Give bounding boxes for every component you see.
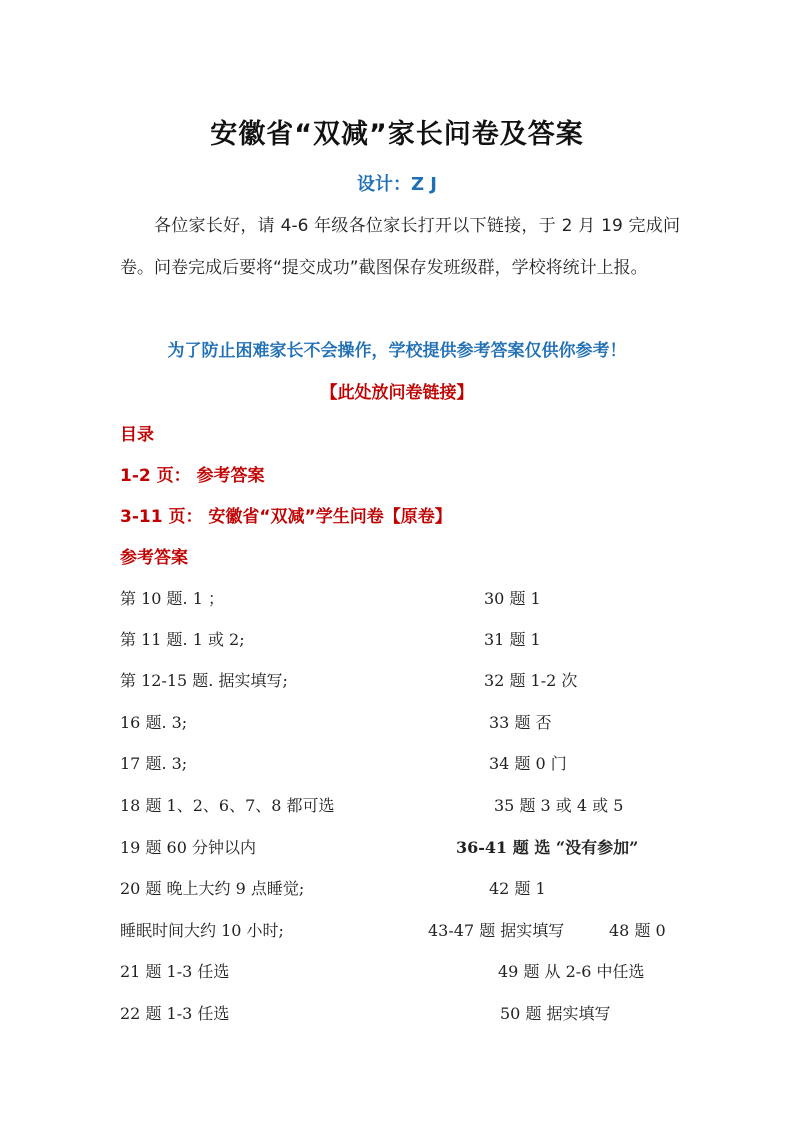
answer-left-9: 睡眠时间大约 10 小时; [120, 921, 284, 940]
toc-item-original: 3-11 页： 安徽省“双减”学生问卷【原卷】 [120, 507, 452, 527]
answer-left-1: 第 10 题. 1 ； [120, 589, 224, 608]
answer-right-7: 36-41 题 选 “没有参加” [456, 838, 639, 857]
answer-left-4: 16 题. 3; [120, 713, 188, 732]
designer-credit: 设计：Z J [356, 174, 437, 195]
answer-left-5: 17 题. 3; [120, 754, 188, 773]
answer-left-7: 19 题 60 分钟以内 [120, 838, 256, 857]
answer-right-11: 50 题 据实填写 [500, 1004, 611, 1023]
toc-heading: 目录 [120, 425, 154, 445]
answer-right-3: 32 题 1-2 次 [484, 671, 578, 690]
toc-item-answers: 1-2 页： 参考答案 [120, 466, 265, 486]
answer-right-1: 30 题 1 [484, 589, 541, 608]
answer-right-10: 49 题 从 2-6 中任选 [498, 962, 645, 981]
notice-line: 为了防止困难家长不会操作，学校提供参考答案仅供你参考！ [167, 341, 627, 361]
document-title: 安徽省“双减”家长问卷及答案 [210, 119, 584, 150]
survey-link-placeholder[interactable]: 【此处放问卷链接】 [320, 383, 474, 403]
answer-right-6: 35 题 3 或 4 或 5 [494, 796, 624, 815]
answer-left-8: 20 题 晚上大约 9 点睡觉; [120, 879, 305, 898]
intro-paragraph: 各位家长好，请 4-6 年级各位家长打开以下链接，于 2 月 19 完成问卷。问卷完成后要将“提交成功”截图保存发班级群，学校将统计上报。 [120, 216, 680, 278]
answers-heading: 参考答案 [120, 548, 188, 568]
answer-extra-9: 48 题 0 [609, 921, 666, 940]
answer-left-10: 21 题 1-3 任选 [120, 962, 230, 981]
answer-right-4: 33 题 否 [489, 713, 552, 732]
answer-left-11: 22 题 1-3 任选 [120, 1004, 230, 1023]
answer-left-3: 第 12-15 题. 据实填写; [120, 671, 288, 690]
answer-right-2: 31 题 1 [484, 630, 541, 649]
answer-right-5: 34 题 0 门 [489, 754, 567, 773]
answer-right-8: 42 题 1 [489, 879, 546, 898]
answer-left-6: 18 题 1、2、6、7、8 都可选 [120, 796, 335, 815]
answer-left-2: 第 11 题. 1 或 2; [120, 630, 245, 649]
answer-right-9: 43-47 题 据实填写 [428, 921, 565, 940]
